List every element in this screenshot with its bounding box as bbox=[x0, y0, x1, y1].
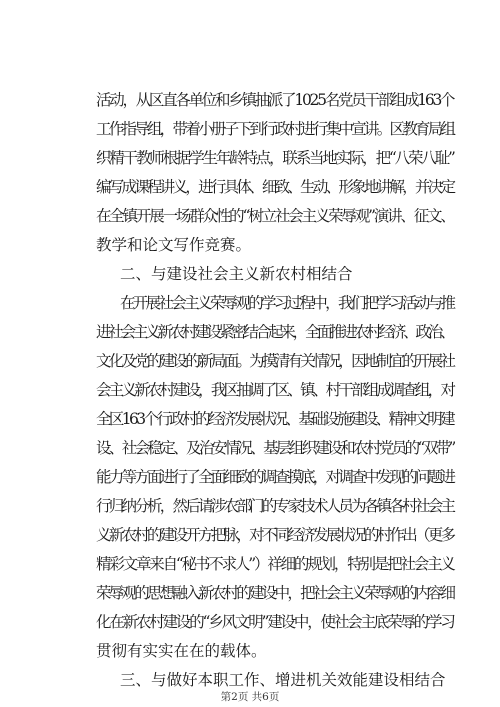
text-line: 在开展社会主义荣辱观的学习过程中，我们把学习活动与推 bbox=[120, 294, 454, 312]
text-line: 工作指导组，带着小册子下到行政村进行集中宣讲。区教育局组 bbox=[96, 120, 454, 138]
text-line: 编写成课程讲义，进行具体、细致、生动、形象地讲解，并决定 bbox=[96, 178, 454, 196]
text-line: 义新农村的建设开方把脉，对不同经济发展状况的村作出（更多 bbox=[96, 526, 454, 544]
section-heading: 二、与建设社会主义新农村相结合 bbox=[120, 265, 353, 283]
text-line: 织精干教师根据学生年龄特点，联系当地实际，把“八荣八耻” bbox=[96, 149, 454, 167]
section-heading: 三、与做好本职工作、增进机关效能建设相结合 bbox=[120, 671, 446, 689]
text-line: 活动，从区直各单位和乡镇抽派了1025名党员干部组成163个 bbox=[96, 91, 454, 109]
text-line: 荣辱观的思想融入新农村的建设中，把社会主义荣辱观的内容细 bbox=[96, 584, 454, 602]
text-line: 文化及党的建设的新局面。为摸清有关情况，因地制宜的开展社 bbox=[96, 352, 454, 370]
text-line: 进社会主义新农村建设紧密结合起来，全面推进农村经济、政治、 bbox=[96, 323, 453, 341]
text-line: 化在新农村建设的“乡风文明”建设中，使社会主底荣辱的学习 bbox=[96, 613, 454, 631]
text-line: 精彩文章来自“秘书不求人”）祥细的规划，特别是把社会主义 bbox=[96, 555, 454, 573]
text-line: 贯彻有实实在在的载体。 bbox=[96, 642, 267, 660]
page-number: 第2页 共6页 bbox=[220, 691, 280, 703]
text-line: 能力等方面进行了全面细致的调查摸底，对调查中发现的问题进 bbox=[96, 468, 454, 486]
text-line: 教学和论文写作竞赛。 bbox=[96, 236, 252, 254]
text-line: 在全镇开展一场群众性的“树立社会主义荣辱观”演讲、征文、 bbox=[96, 207, 454, 225]
text-line: 全区163个行政村的经济发展状况、基础设施建设、精神文明建 bbox=[96, 410, 453, 428]
text-line: 会主义新农村建设，我区抽调了区、镇、村干部组成调查组，对 bbox=[96, 381, 454, 399]
text-line: 设、社会稳定、及治安情况、基层组织建设和农村党员的“双带” bbox=[96, 439, 454, 457]
text-line: 行归纳分析，然后请涉农部门的专家技术人员为各镇各村社会主 bbox=[96, 497, 454, 515]
